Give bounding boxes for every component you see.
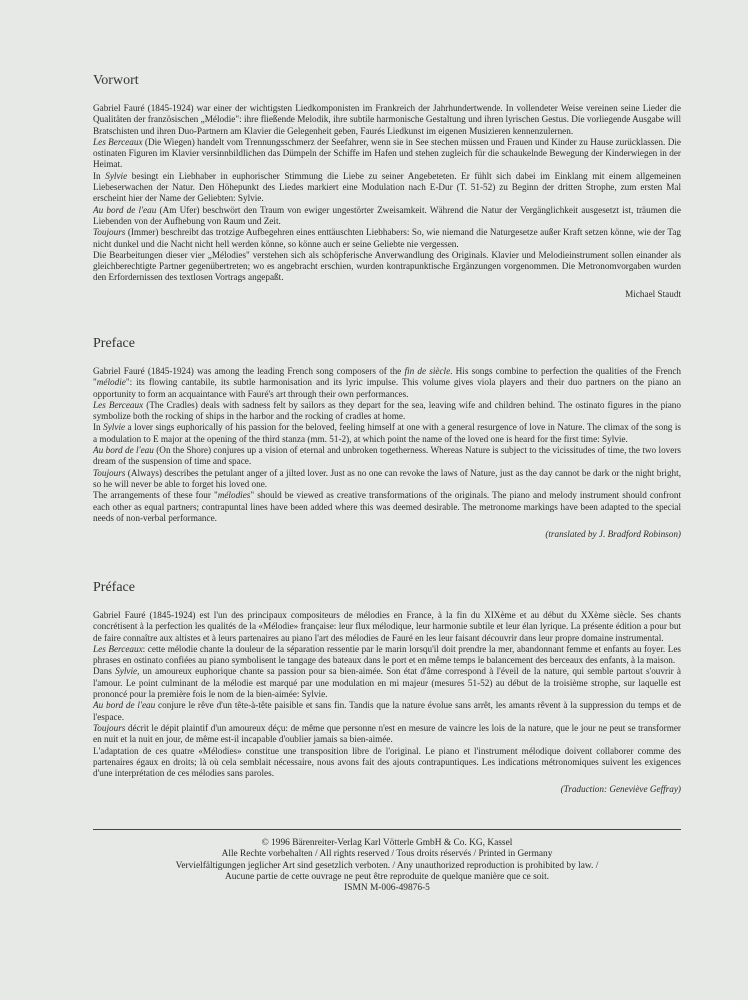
vorwort-paragraph-4: Au bord de l'eau (Am Ufer) beschwört den Traum von ewiger ungestörter Zweisamkeit. Während die Natur der Vergänglichkeit ausgesetzt ist, träumen die Liebenden von der Aufhebung von Raum und Zeit. bbox=[93, 204, 681, 226]
preface-fr-paragraph-3: Dans Sylvie, un amoureux euphorique chante sa passion pour sa bien-aimée. Son état d'âme correspond à l'éveil de la nature, qui semble partout s'ouvrir à l'amour. Le point culminant de la mélodie est marqué par une modulation en mi majeur (mesures 51-52) au début de la troisième strophe, sur laquelle est prononcé pour la première fois le nom de la bien-aimée: Sylvie. bbox=[93, 666, 682, 700]
vorwort-song-title: Au bord de l'eau bbox=[93, 204, 157, 215]
preface-fr-paragraph-1: Gabriel Fauré (1845-1924) est l'un des principaux compositeurs de mélodies en France, à la fin du XIXème et au début du XXème siècle. Ses chants concrétisent à la perfection les qualités de la «Mélodie» française: leur flux mélodique, leur harmonie subtile et leur élan lyrique. La présente édition a pour but de faire connaître aux altistes et à leurs partenaires au piano l'art des mélodies de Fauré en les leur faisant découvrir dans leur propre domaine instrumental. bbox=[93, 610, 681, 643]
preface-en-paragraph-3: In Sylvie a lover sings euphorically of his passion for the beloved, feeling himself at one with a general resurgence of love in Nature. The climax of the song is a modulation to E major at the opening of the third stanza (mm. 51-2), at which point the name of the loved one is heard for the first time: Sylvie. bbox=[93, 422, 681, 444]
preface-en-signature: (translated by J. Bradford Robinson) bbox=[545, 529, 681, 540]
reproduction-line: Vervielfältigungen jeglicher Art sind gesetzlich verboten. / Any unauthorized reproduction is prohibited by law. / bbox=[175, 860, 599, 871]
preface-en-paragraph-6: The arrangements of these four "mélodies" should be viewed as creative transformations of the originals. The piano and melody instrument should confront each other as equal partners; contrapuntal lines have been added where this was deemed desirable. The metronome markings have been adapted to the special needs of non-verbal performance. bbox=[93, 490, 681, 523]
vorwort-section bbox=[93, 73, 681, 299]
preface-fr-title: Préface bbox=[93, 580, 135, 595]
vorwort-paragraph-3: In Sylvie besingt ein Liebhaber in euphorischer Stimmung die Liebe zu seiner Angebeteten. Er fühlt sich dabei im Einklang mit einem allgemeinen Liebeserwachen der Natur. Den Höhepunkt des Liedes markiert eine Modulation nach E-Dur (T. 51-52) zu Beginn der dritten Strophe, zum ersten Mal erscheint hier der Name der Geliebten: Sylvie. bbox=[93, 170, 681, 204]
preface-en-paragraph-1: Gabriel Fauré (1845-1924) was among the leading French song composers of the fin de siècle. His songs combine to perfection the qualities of the French "mélodie": its flowing cantabile, its subtle harmonisation and its lyric impulse. This volume gives viola players and their duo partners on the piano an opportunity to form an acquaintance with Fauré's art through their own performances. bbox=[93, 366, 681, 399]
vorwort-song-title: Sylvie bbox=[105, 170, 128, 181]
vorwort-song-title: Toujours bbox=[93, 227, 126, 238]
preface-en-song-title: Toujours bbox=[93, 467, 126, 478]
vorwort-signature: Michael Staudt bbox=[625, 288, 681, 299]
preface-en-paragraph-4: Au bord de l'eau (On the Shore) conjures up a vision of eternal and unbroken togetherness. Whereas Nature is subject to the vicissitudes of time, the two lovers dream of the suspension of time and space. bbox=[93, 445, 681, 467]
preface-fr-song-title: Toujours bbox=[93, 722, 126, 733]
vorwort-paragraph-5: Toujours (Immer) beschreibt das trotzige Aufbegehren eines enttäuschten Liebhabers: So, wie niemand die Naturgesetze außer Kraft setzen könne, wie der Tag nicht dunkel und die Nacht nicht hell werden könne, so könne auch er seine Geliebte nie vergessen. bbox=[93, 227, 681, 249]
vorwort-title: Vorwort bbox=[93, 73, 139, 88]
vorwort-song-title: Les Berceaux bbox=[93, 136, 143, 147]
copyright-line: © 1996 Bärenreiter-Verlag Karl Vötterle GmbH & Co. KG, Kassel bbox=[261, 838, 513, 848]
vorwort-paragraph-6: Die Bearbeitungen dieser vier „Mélodies" verstehen sich als schöpferische Anverwandlung des Originals. Klavier und Melodieinstrument sollen einander als gleichberechtigte Partner gegenübertreten; wo es angebracht erschien, wurden kontrapunktische Ergänzungen vorgenommen. Die Metronomvorgaben wurden den Erfordernissen des textlosen Vortrags angepaßt. bbox=[93, 249, 681, 283]
preface-en-song-title: Sylvie bbox=[103, 422, 126, 433]
reproduction-line-fr: Aucune partie de cette ouvrage ne peut être reproduite de quelque manière que ce soit. bbox=[224, 871, 550, 882]
preface-en-section bbox=[93, 336, 681, 539]
preface-fr-song-title: Sylvie bbox=[115, 666, 138, 677]
ismn-line: ISMN M-006-49876-5 bbox=[344, 883, 430, 894]
preface-en-paragraph-5: Toujours (Always) describes the petulant anger of a jilted lover. Just as no one can revoke the laws of Nature, just as the day cannot be dark or the night bright, so he will never be able to forget his loved one. bbox=[93, 467, 681, 489]
preface-fr-section bbox=[93, 580, 681, 794]
preface-en-song-title: Les Berceaux bbox=[93, 399, 144, 410]
copyright-footer bbox=[93, 838, 681, 894]
preface-fr-song-title: Au bord de l'eau bbox=[93, 700, 156, 711]
preface-fr-signature: (Traduction: Geneviève Geffray) bbox=[560, 784, 681, 795]
preface-en-paragraph-2: Les Berceaux (The Cradles) deals with sadness felt by sailors as they depart for the sea, leaving wife and children behind. The ostinato figures in the piano symbolize both the rocking of ships in the harbor and the rocking of cradles at home. bbox=[93, 399, 681, 422]
preface-fr-paragraph-4: Au bord de l'eau conjure le rêve d'un tête-à-tête paisible et sans fin. Tandis que la nature évolue sans arrêt, les amants rêvent à la suppression du temps et de l'espace. bbox=[93, 700, 682, 722]
vorwort-paragraph-2: Les Berceaux (Die Wiegen) handelt vom Trennungsschmerz der Seefahrer, wenn sie in See stechen müssen und Frauen und Kinder zu Hause zurücklassen. Die ostinaten Figuren im Klavier versinnbildlichen das Dümpeln der Schiffe im Hafen und stehen zugleich für die schaukelnde Bewegung der Kinderwiegen in der Heimat. bbox=[93, 136, 681, 170]
rights-line: Alle Rechte vorbehalten / All rights reserved / Tous droits réservés / Printed in Germany bbox=[221, 849, 553, 860]
preface-fr-song-title: Les Berceaux bbox=[93, 643, 143, 654]
vorwort-paragraph-1: Gabriel Fauré (1845-1924) war einer der wichtigsten Liedkomponisten im Frankreich der Jahrhundertwende. In vollendeter Weise vereinen seine Lieder die Qualitäten der französischen „Mélodie": ihre fließende Melodik, ihre subtile harmonische Gestaltung und ihren lyrischen Gestus. Die vorliegende Ausgabe will Bratschisten und ihren Duo-Partnern am Klavier die Gelegenheit geben, Faurés Liedkunst im eigenen Musizieren kennenzulernen. bbox=[93, 103, 681, 136]
footer-divider bbox=[93, 829, 681, 830]
preface-en-title: Preface bbox=[93, 336, 135, 351]
preface-fr-paragraph-2: Les Berceaux: cette mélodie chante la douleur de la séparation ressentie par le marin lorsqu'il doit prendre la mer, abandonnant femme et enfants au foyer. Les phrases en ostinato confiées au piano symbolisent le tangage des bateaux dans le port et en même temps le balancement des berceaux des enfants, à la maison. bbox=[93, 643, 681, 666]
preface-fr-paragraph-5: Toujours décrit le dépit plaintif d'un amoureux déçu: de même que personne n'est en mesure de vaincre les lois de la nature, que le jour ne peut se transformer en nuit et la nuit en jour, de même est-il incapable d'oublier jamais sa bien-aimée. bbox=[93, 722, 681, 745]
preface-en-song-title: Au bord de l'eau bbox=[93, 445, 154, 456]
preface-fr-paragraph-6: L'adaptation de ces quatre «Mélodies» constitue une transposition libre de l'original. Le piano et l'instrument mélodique doivent collaborer comme des partenaires égaux en droits; là où cela semblait nécessaire, nous avons fait des ajouts contrapuntiques. Les indications métronomiques suivent les exigences d'une interprétation de ces mélodies sans paroles. bbox=[93, 745, 681, 779]
